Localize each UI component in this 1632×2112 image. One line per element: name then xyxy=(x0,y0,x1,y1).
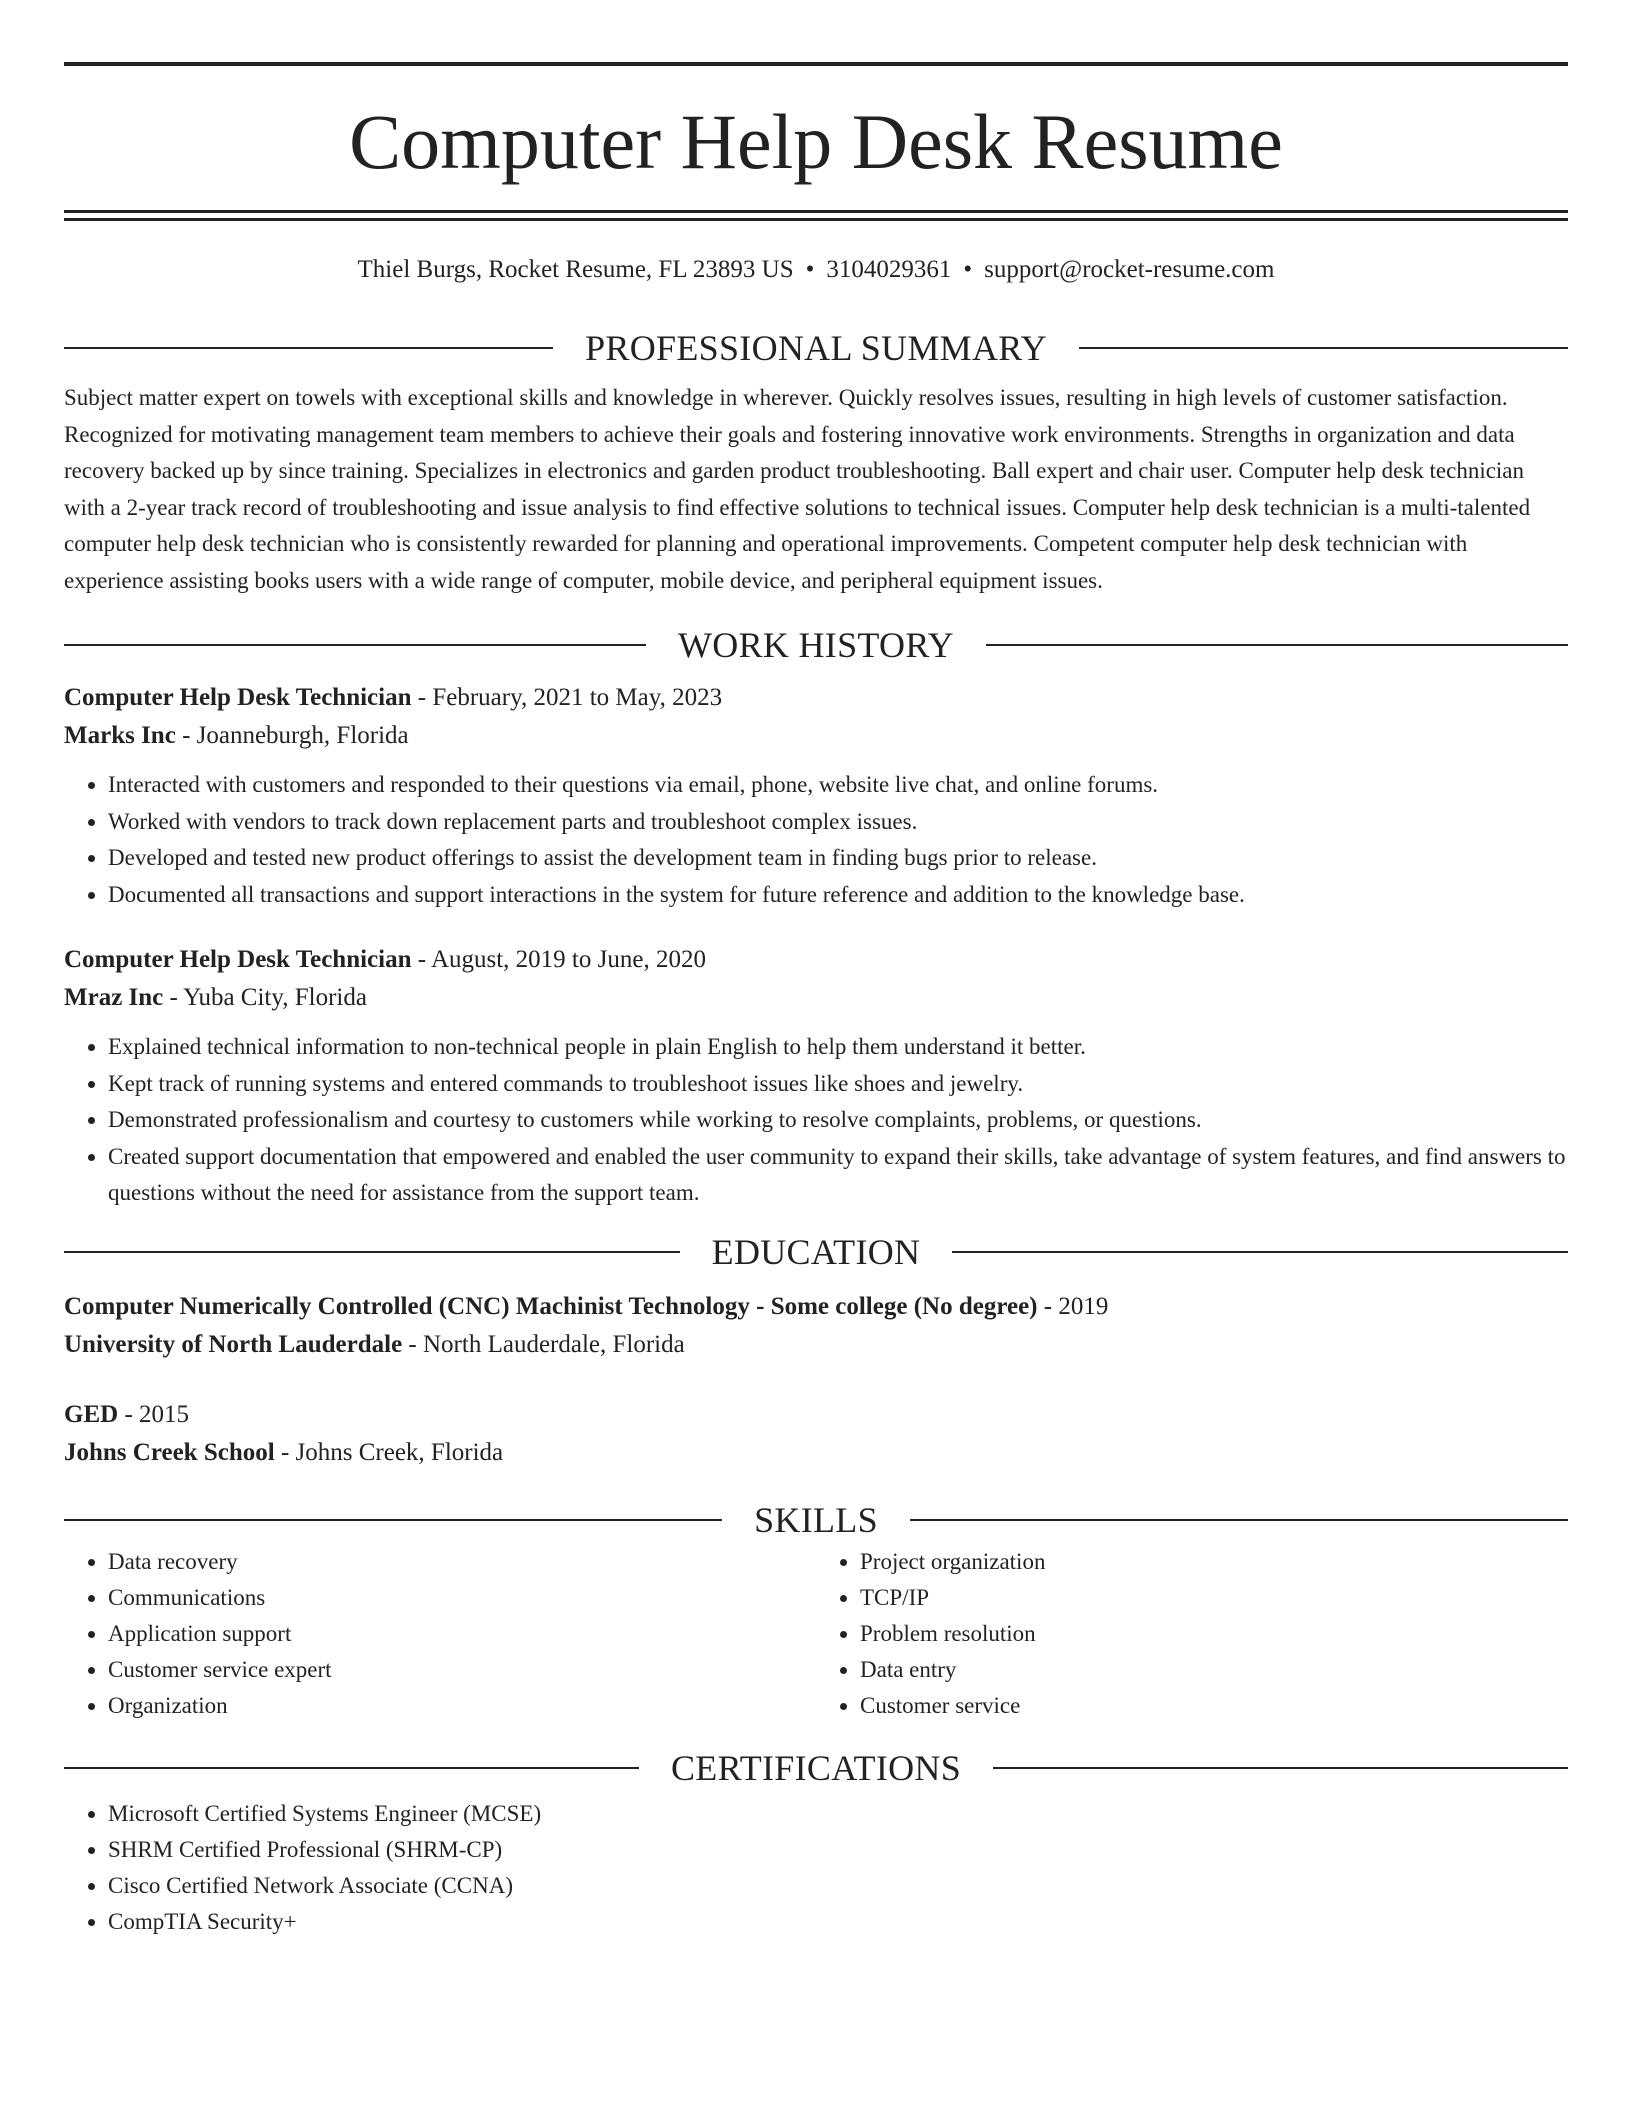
section-divider xyxy=(1079,347,1568,349)
resume-title: Computer Help Desk Resume xyxy=(349,98,1283,185)
contact-email: support@rocket-resume.com xyxy=(984,256,1275,283)
section-header-work xyxy=(64,623,1568,667)
title-double-rule xyxy=(64,210,1568,221)
job-company-line xyxy=(64,717,1568,755)
section-header-certifications xyxy=(64,1746,1568,1790)
job-bullets xyxy=(64,1029,1568,1212)
list-item: • Customer service xyxy=(860,1688,1568,1724)
section-divider xyxy=(64,1767,639,1769)
section-divider xyxy=(64,1251,680,1253)
skills-column-left xyxy=(64,1544,816,1724)
section-header-skills xyxy=(64,1498,1568,1542)
section-divider xyxy=(986,644,1568,646)
job-bullets xyxy=(64,767,1568,913)
job-location: - Joanneburgh, Florida xyxy=(175,722,409,749)
resume-page xyxy=(64,0,1568,1940)
section-divider xyxy=(952,1251,1568,1253)
job-dates: - August, 2019 to June, 2020 xyxy=(411,946,706,973)
job-location: - Yuba City, Florida xyxy=(163,984,367,1011)
section-divider xyxy=(910,1519,1568,1521)
section-divider xyxy=(64,644,646,646)
contact-separator: • xyxy=(963,256,973,283)
contact-phone: 3104029361 xyxy=(826,256,952,283)
list-item: • Problem resolution xyxy=(860,1616,1568,1652)
section-header-education xyxy=(64,1230,1568,1274)
list-item: • Created support documentation that empowered and enabled the user community to expand their skills, take advantage of system features, and find answers to questions without the need for assistance from the support team. xyxy=(108,1139,1568,1212)
list-item: • Kept track of running systems and entered commands to troubleshoot issues like shoes and jewelry. xyxy=(108,1066,1568,1103)
certifications-list xyxy=(64,1796,1568,1940)
job-title: Computer Help Desk Technician xyxy=(64,946,412,973)
list-item: • Interacted with customers and responded to their questions via email, phone, website live chat, and online forums. xyxy=(108,767,1568,804)
section-divider xyxy=(64,1519,722,1521)
education-school-line xyxy=(64,1434,1568,1472)
job-entry xyxy=(64,679,1568,913)
education-degree: Computer Numerically Controlled (CNC) Machinist Technology - Some college (No degree) xyxy=(64,1292,1038,1320)
list-item: • Documented all transactions and support interactions in the system for future reference and addition to the knowledge base. xyxy=(108,877,1568,914)
education-year: - 2015 xyxy=(118,1400,190,1428)
list-item: • Customer service expert xyxy=(108,1652,816,1688)
job-title: Computer Help Desk Technician xyxy=(64,684,412,711)
education-location: - North Lauderdale, Florida xyxy=(402,1330,685,1358)
summary-text: Subject matter expert on towels with exceptional skills and knowledge in wherever. Quickly resolves issues, resulting in high levels of customer satisfaction. Recognized for motivating management team members to achieve their goals and fostering innovative work environments. Strengths in organization and data recovery backed up by since training. Specializes in electronics and garden product troubleshooting. Ball expert and chair user. Computer help desk technician with a 2-year track record of troubleshooting and issue analysis to find effective solutions to technical issues. Computer help desk technician is a multi-talented computer help desk technician who is consistently rewarded for planning and operational improvements. Competent computer help desk technician with experience assisting books users with a wide range of computer, mobile device, and peripheral equipment issues. xyxy=(64,385,1531,593)
section-divider xyxy=(993,1767,1568,1769)
section-header-summary xyxy=(64,326,1568,370)
section-title: PROFESSIONAL SUMMARY xyxy=(585,328,1047,368)
list-item: • TCP/IP xyxy=(860,1580,1568,1616)
education-school-line xyxy=(64,1326,1568,1364)
job-company: Mraz Inc xyxy=(64,984,164,1011)
list-item: • Data recovery xyxy=(108,1544,816,1580)
list-item: • Developed and tested new product offerings to assist the development team in finding bugs prior to release. xyxy=(108,840,1568,877)
job-dates: - February, 2021 to May, 2023 xyxy=(411,684,723,711)
education-degree: GED xyxy=(64,1400,119,1428)
section-title: WORK HISTORY xyxy=(678,625,954,665)
list-item: • Communications xyxy=(108,1580,816,1616)
list-item: • Worked with vendors to track down replacement parts and troubleshoot complex issues. xyxy=(108,804,1568,841)
education-school: Johns Creek School xyxy=(64,1438,275,1466)
skills-column-right xyxy=(816,1544,1568,1724)
education-degree-line xyxy=(64,1396,1568,1434)
list-item: • Data entry xyxy=(860,1652,1568,1688)
education-degree-line xyxy=(64,1288,1568,1326)
education-entry xyxy=(64,1288,1568,1364)
list-item: • Explained technical information to non-technical people in plain English to help them understand it better. xyxy=(108,1029,1568,1066)
list-item: • Microsoft Certified Systems Engineer (MCSE) xyxy=(108,1796,1568,1832)
contact-separator: • xyxy=(805,256,815,283)
job-company: Marks Inc xyxy=(64,722,176,749)
list-item: • Demonstrated professionalism and courtesy to customers while working to resolve complaints, problems, or questions. xyxy=(108,1102,1568,1139)
job-title-line xyxy=(64,941,1568,979)
list-item: • Cisco Certified Network Associate (CCNA) xyxy=(108,1868,1568,1904)
list-item: • Project organization xyxy=(860,1544,1568,1580)
section-title: EDUCATION xyxy=(711,1231,921,1272)
list-item: • Organization xyxy=(108,1688,816,1724)
top-rule xyxy=(64,62,1568,66)
contact-line xyxy=(64,254,1568,286)
education-entry xyxy=(64,1396,1568,1472)
list-item: • Application support xyxy=(108,1616,816,1652)
skills-grid xyxy=(64,1544,1568,1724)
job-company-line xyxy=(64,979,1568,1017)
list-item: • CompTIA Security+ xyxy=(108,1904,1568,1940)
education-school: University of North Lauderdale xyxy=(64,1330,403,1358)
section-divider xyxy=(64,347,553,349)
section-title: CERTIFICATIONS xyxy=(670,1747,962,1788)
education-year: - 2019 xyxy=(1037,1292,1109,1320)
contact-address: Thiel Burgs, Rocket Resume, FL 23893 US xyxy=(357,256,794,283)
list-item: • SHRM Certified Professional (SHRM-CP) xyxy=(108,1832,1568,1868)
education-location: - Johns Creek, Florida xyxy=(274,1438,504,1466)
job-entry xyxy=(64,941,1568,1212)
job-title-line xyxy=(64,679,1568,717)
section-title: SKILLS xyxy=(754,1499,878,1540)
